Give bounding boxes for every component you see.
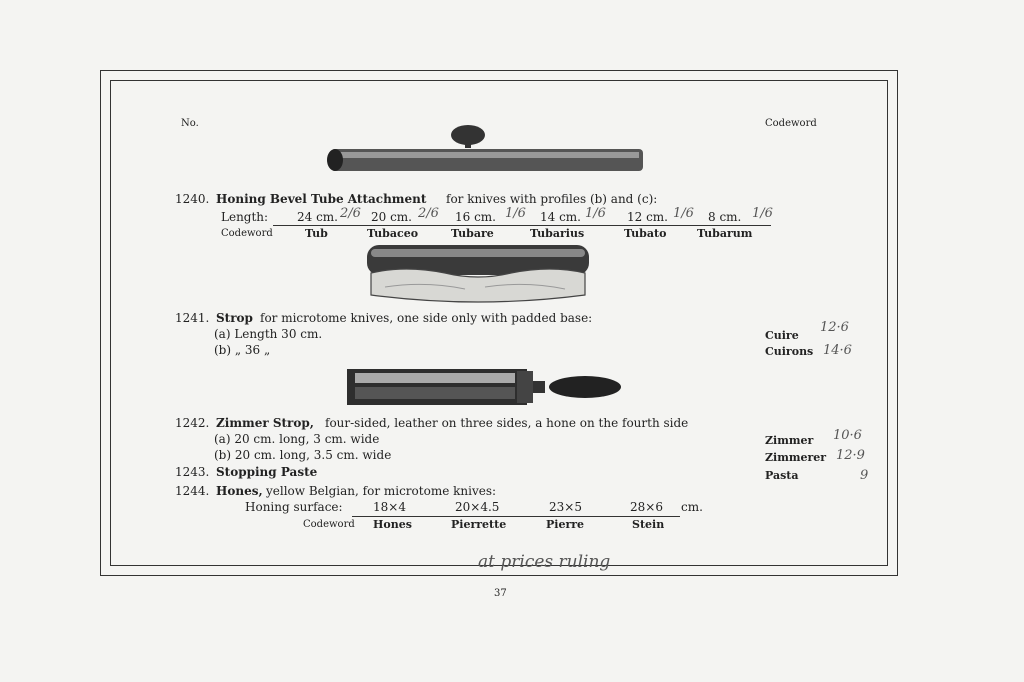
item-1240-codeword-3: Tubare (451, 227, 494, 240)
item-1240-price-1: 2/6 (340, 206, 361, 221)
item-1240-length-3: 16 cm. (455, 210, 496, 224)
item-1241-number: 1241. (175, 311, 210, 325)
item-1242-codeword-a: Zimmer (765, 434, 814, 447)
item-1240-number: 1240. (175, 192, 210, 206)
item-1243-codeword: Pasta (765, 469, 799, 482)
item-1243-title: Stopping Paste (216, 465, 318, 479)
item-1244-codeword-3: Pierre (546, 518, 585, 531)
item-1240-price-3: 1/6 (505, 206, 526, 221)
item-1244-size-3: 23×5 (549, 500, 582, 514)
item-1244-desc: yellow Belgian, for microtome knives: (266, 484, 497, 498)
item-1244-title: Hones, (216, 484, 263, 498)
item-1242-price-b: 12·9 (836, 448, 865, 463)
item-1244-codeword-1: Hones (373, 518, 412, 531)
item-1244-unit: cm. (681, 500, 703, 514)
item-1241-codeword-b: Cuirons (765, 345, 814, 358)
item-1240-codeword-6: Tubarum (697, 227, 753, 240)
item-1244-surface-label: Honing surface: (245, 500, 343, 514)
item-1240-length-2: 20 cm. (371, 210, 412, 224)
item-1242-desc: four-sided, leather on three sides, a hone on the fourth side (325, 416, 689, 430)
item-1241-codeword-a: Cuire (765, 329, 799, 342)
item-1241-price-a: 12·6 (820, 320, 849, 335)
item-1241-line-a: (a) Length 30 cm. (214, 327, 323, 341)
item-1244-number: 1244. (175, 484, 210, 498)
item-1242-codeword-b: Zimmerer (765, 451, 827, 464)
bevel-tube-illustration (325, 122, 647, 178)
item-1240-codeword-2: Tubaceo (367, 227, 419, 240)
no-column-label: No. (181, 118, 199, 129)
item-1240-codeword-label: Codeword (221, 228, 273, 239)
item-1241-price-b: 14·6 (823, 343, 852, 358)
item-1242-title: Zimmer Strop, (216, 416, 314, 430)
item-1240-length-6: 8 cm. (708, 210, 742, 224)
item-1241-desc: for microtome knives, one side only with padded base: (260, 311, 593, 325)
handwritten-note: at prices ruling (478, 552, 611, 572)
item-1240-length-1: 24 cm. (297, 210, 338, 224)
zimmer-strop-illustration (345, 365, 625, 409)
codeword-column-label: Codeword (765, 118, 817, 129)
item-1244-codeword-4: Stein (632, 518, 665, 531)
item-1243-price: 9 (860, 468, 869, 483)
item-1242-line-a: (a) 20 cm. long, 3 cm. wide (214, 432, 380, 446)
item-1240-price-2: 2/6 (418, 206, 439, 221)
item-1240-length-label: Length: (221, 210, 269, 224)
item-1244-rule (352, 516, 680, 517)
item-1240-title: Honing Bevel Tube Attachment (216, 192, 427, 206)
item-1242-price-a: 10·6 (833, 428, 862, 443)
strop-illustration (365, 243, 591, 305)
item-1241-line-b: (b) „ 36 „ (214, 343, 271, 357)
item-1242-line-b: (b) 20 cm. long, 3.5 cm. wide (214, 448, 392, 462)
item-1240-length-4: 14 cm. (540, 210, 581, 224)
item-1240-desc: for knives with profiles (b) and (c): (446, 192, 658, 206)
item-1244-size-1: 18×4 (373, 500, 406, 514)
item-1244-size-4: 28×6 (630, 500, 663, 514)
item-1243-number: 1243. (175, 465, 210, 479)
item-1240-price-6: 1/6 (752, 206, 773, 221)
item-1240-price-5: 1/6 (673, 206, 694, 221)
item-1240-codeword-1: Tub (305, 227, 328, 240)
page-number: 37 (494, 588, 507, 599)
item-1240-length-5: 12 cm. (627, 210, 668, 224)
item-1244-codeword-label: Codeword (303, 519, 355, 530)
item-1240-codeword-4: Tubarius (530, 227, 585, 240)
item-1240-codeword-5: Tubato (624, 227, 667, 240)
item-1240-price-4: 1/6 (585, 206, 606, 221)
item-1244-size-2: 20×4.5 (455, 500, 500, 514)
item-1240-rule (273, 225, 771, 226)
item-1241-title: Strop (216, 311, 253, 325)
item-1242-number: 1242. (175, 416, 210, 430)
item-1244-codeword-2: Pierrette (451, 518, 507, 531)
